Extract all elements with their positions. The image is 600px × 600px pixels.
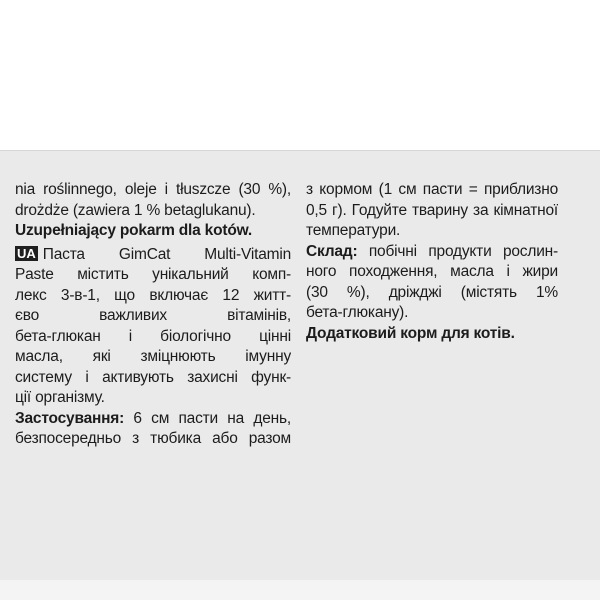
usage-continued-line-2: 0,5 г). Годуйте тварину за кімнатної [306,201,558,219]
composition-label: Склад: [306,242,358,260]
usage-label: Застосування: [15,409,125,427]
ua-intro-line [15,245,291,266]
ua-description-line-3: єво важливих вітамінів, [15,307,291,324]
composition-text-1: побічні продукти рослин- [357,242,558,260]
composition-line-1 [306,242,558,263]
usage-text-1: 6 см пасти на день, [124,409,291,427]
usage-line-1 [15,409,291,430]
ua-supplement-note: Додатковий корм для котів. [306,324,515,342]
polish-supplement-note: Uzupełniający pokarm dla kotów. [15,222,252,239]
background-top [0,0,600,150]
composition-line-4: бета-глюкану). [306,304,409,321]
ua-description-line-1: Paste містить унікальний комп- [15,266,291,283]
usage-continued-line-1: з кормом (1 см пасти = приблизно [306,181,558,198]
left-text-column [15,180,291,450]
ua-description-line-5: масла, які зміцнюють імунну [15,348,291,365]
polish-ingredients-line-2: drożdże (zawiera 1 % betaglukanu). [15,201,256,219]
composition-line-2: ного походження, масла і жири [306,263,558,280]
right-text-column [306,180,558,344]
usage-line-2: безпосередньо з тюбика або разом [15,430,291,447]
ua-intro-text: Паста GimCat Multi-Vitamin [42,245,291,263]
background-bottom [0,580,600,600]
composition-line-3: (30 %), дріжджі (містять 1% [306,283,558,301]
ua-description-line-2: лекс 3-в-1, що включає 12 житт- [15,286,291,304]
polish-ingredients-line-1: nia roślinnego, oleje i tłuszcze (30 %), [15,181,291,198]
usage-continued-line-3: температури. [306,222,401,239]
ua-description-line-4: бета-глюкан і біологічно цінні [15,327,291,345]
ua-description-line-7: ції організму. [15,389,105,406]
ua-description-line-6: систему і активують захисні функ- [15,368,291,386]
ua-language-badge: UA [17,245,36,261]
